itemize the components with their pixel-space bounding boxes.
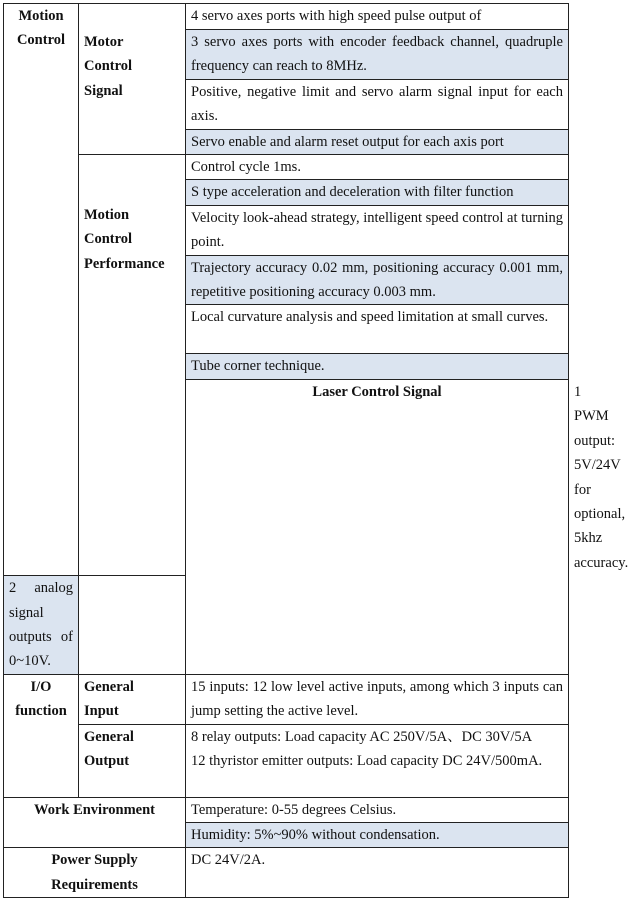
spec-cell: 3 servo axes ports with encoder feedback channel, quadruple frequency can reach to 8MHz. <box>186 30 569 80</box>
subcategory-label-line: Output <box>84 752 130 769</box>
spec-cell: Tube corner technique. <box>186 354 569 379</box>
general-output-label <box>79 724 186 797</box>
subcategory-label-line: General <box>84 678 134 695</box>
spec-cell: Trajectory accuracy 0.02 mm, positioning accuracy 0.001 mm, repetitive positioning accuracy 0.003 mm. <box>186 255 569 305</box>
work-environment-label: Work Environment <box>4 797 186 848</box>
spec-cell: S type acceleration and deceleration with filter function <box>186 180 569 205</box>
spec-cell: Temperature: 0-55 degrees Celsius. <box>186 797 569 822</box>
specification-table: Motion Control Motor Control Signal 4 servo axes ports with high speed pulse output of 3 servo axes ports with encoder feedback channel, quadruple frequency can reach to 8MHz. Positive, negative limit and servo alarm signal input for each axis. Servo enable and alarm reset output for each axis port Motion Control Performance Control cycle 1ms. S type acceleration and deceleration with filter function Velocity look-ahead strategy, intelligent speed control at turning point. Trajectory accuracy 0.02 mm, positioning accuracy 0.001 mm, repetitive positioning accuracy 0.003 mm. Local curvature analysis and speed limitation at small curves. Tube corner technique. Laser Control Signal 1 PWM output: 5V/24V for optional, 5khz accuracy. 2 analog signal outputs of 0~10V. I/O function General Input 15 inputs: 12 low level active inputs, among which 3 inputs can jump setting the active level. General Output 8 relay outputs: Load capacity AC 250V/5A、DC 30V/5A 12 thyristor emitter outputs: Load capacity DC 24V/500mA. Work Environment Temperature: 0-55 degrees Celsius. Humidity: 5%~90% without condensation. Power Supply Requirements DC 24V/2A. <box>3 3 569 898</box>
output-line: 12 thyristor emitter outputs: Load capacity DC 24V/500mA. <box>191 752 543 769</box>
category-label-line: Control <box>16 32 66 49</box>
subcategory-label-line: Input <box>84 703 119 720</box>
spec-cell: Local curvature analysis and speed limitation at small curves. <box>186 305 569 354</box>
subcategory-label-line: Performance <box>84 255 165 272</box>
io-function-category <box>4 674 79 797</box>
subcategory-label-line: Motion <box>84 207 130 224</box>
motion-control-category <box>4 4 79 576</box>
subcategory-label-line: Control <box>84 231 133 248</box>
category-label-line: function <box>15 703 67 720</box>
power-supply-label <box>4 848 186 898</box>
spec-cell: 2 analog signal outputs of 0~10V. <box>4 576 79 675</box>
category-label-line: Motion <box>18 8 64 24</box>
category-label-line: Requirements <box>51 876 138 893</box>
subcategory-label-line: General <box>84 728 134 745</box>
spec-cell <box>186 724 569 797</box>
spec-cell: DC 24V/2A. <box>186 848 569 898</box>
subcategory-label-line: Control <box>84 58 133 75</box>
subcategory-label-line: Signal <box>84 82 123 99</box>
spec-cell: Velocity look-ahead strategy, intelligent speed control at turning point. <box>186 205 569 255</box>
laser-control-signal-label: Laser Control Signal <box>186 379 569 674</box>
subcategory-label-line: Motor <box>84 34 124 50</box>
spec-cell: Positive, negative limit and servo alarm signal input for each axis. <box>186 79 569 129</box>
spec-cell: 4 servo axes ports with high speed pulse output of <box>186 4 569 30</box>
spec-cell: Control cycle 1ms. <box>186 155 569 180</box>
general-input-label <box>79 674 186 724</box>
spec-cell: Humidity: 5%~90% without condensation. <box>186 822 569 847</box>
spec-cell: 15 inputs: 12 low level active inputs, among which 3 inputs can jump setting the active level. <box>186 674 569 724</box>
category-label-line: I/O <box>30 678 52 695</box>
motion-control-performance-label <box>79 155 186 576</box>
motor-control-signal-label <box>79 4 186 155</box>
category-label-line: Power Supply <box>51 852 138 869</box>
output-line: 8 relay outputs: Load capacity AC 250V/5A、DC 30V/5A <box>191 728 533 745</box>
spec-cell: Servo enable and alarm reset output for each axis port <box>186 129 569 154</box>
